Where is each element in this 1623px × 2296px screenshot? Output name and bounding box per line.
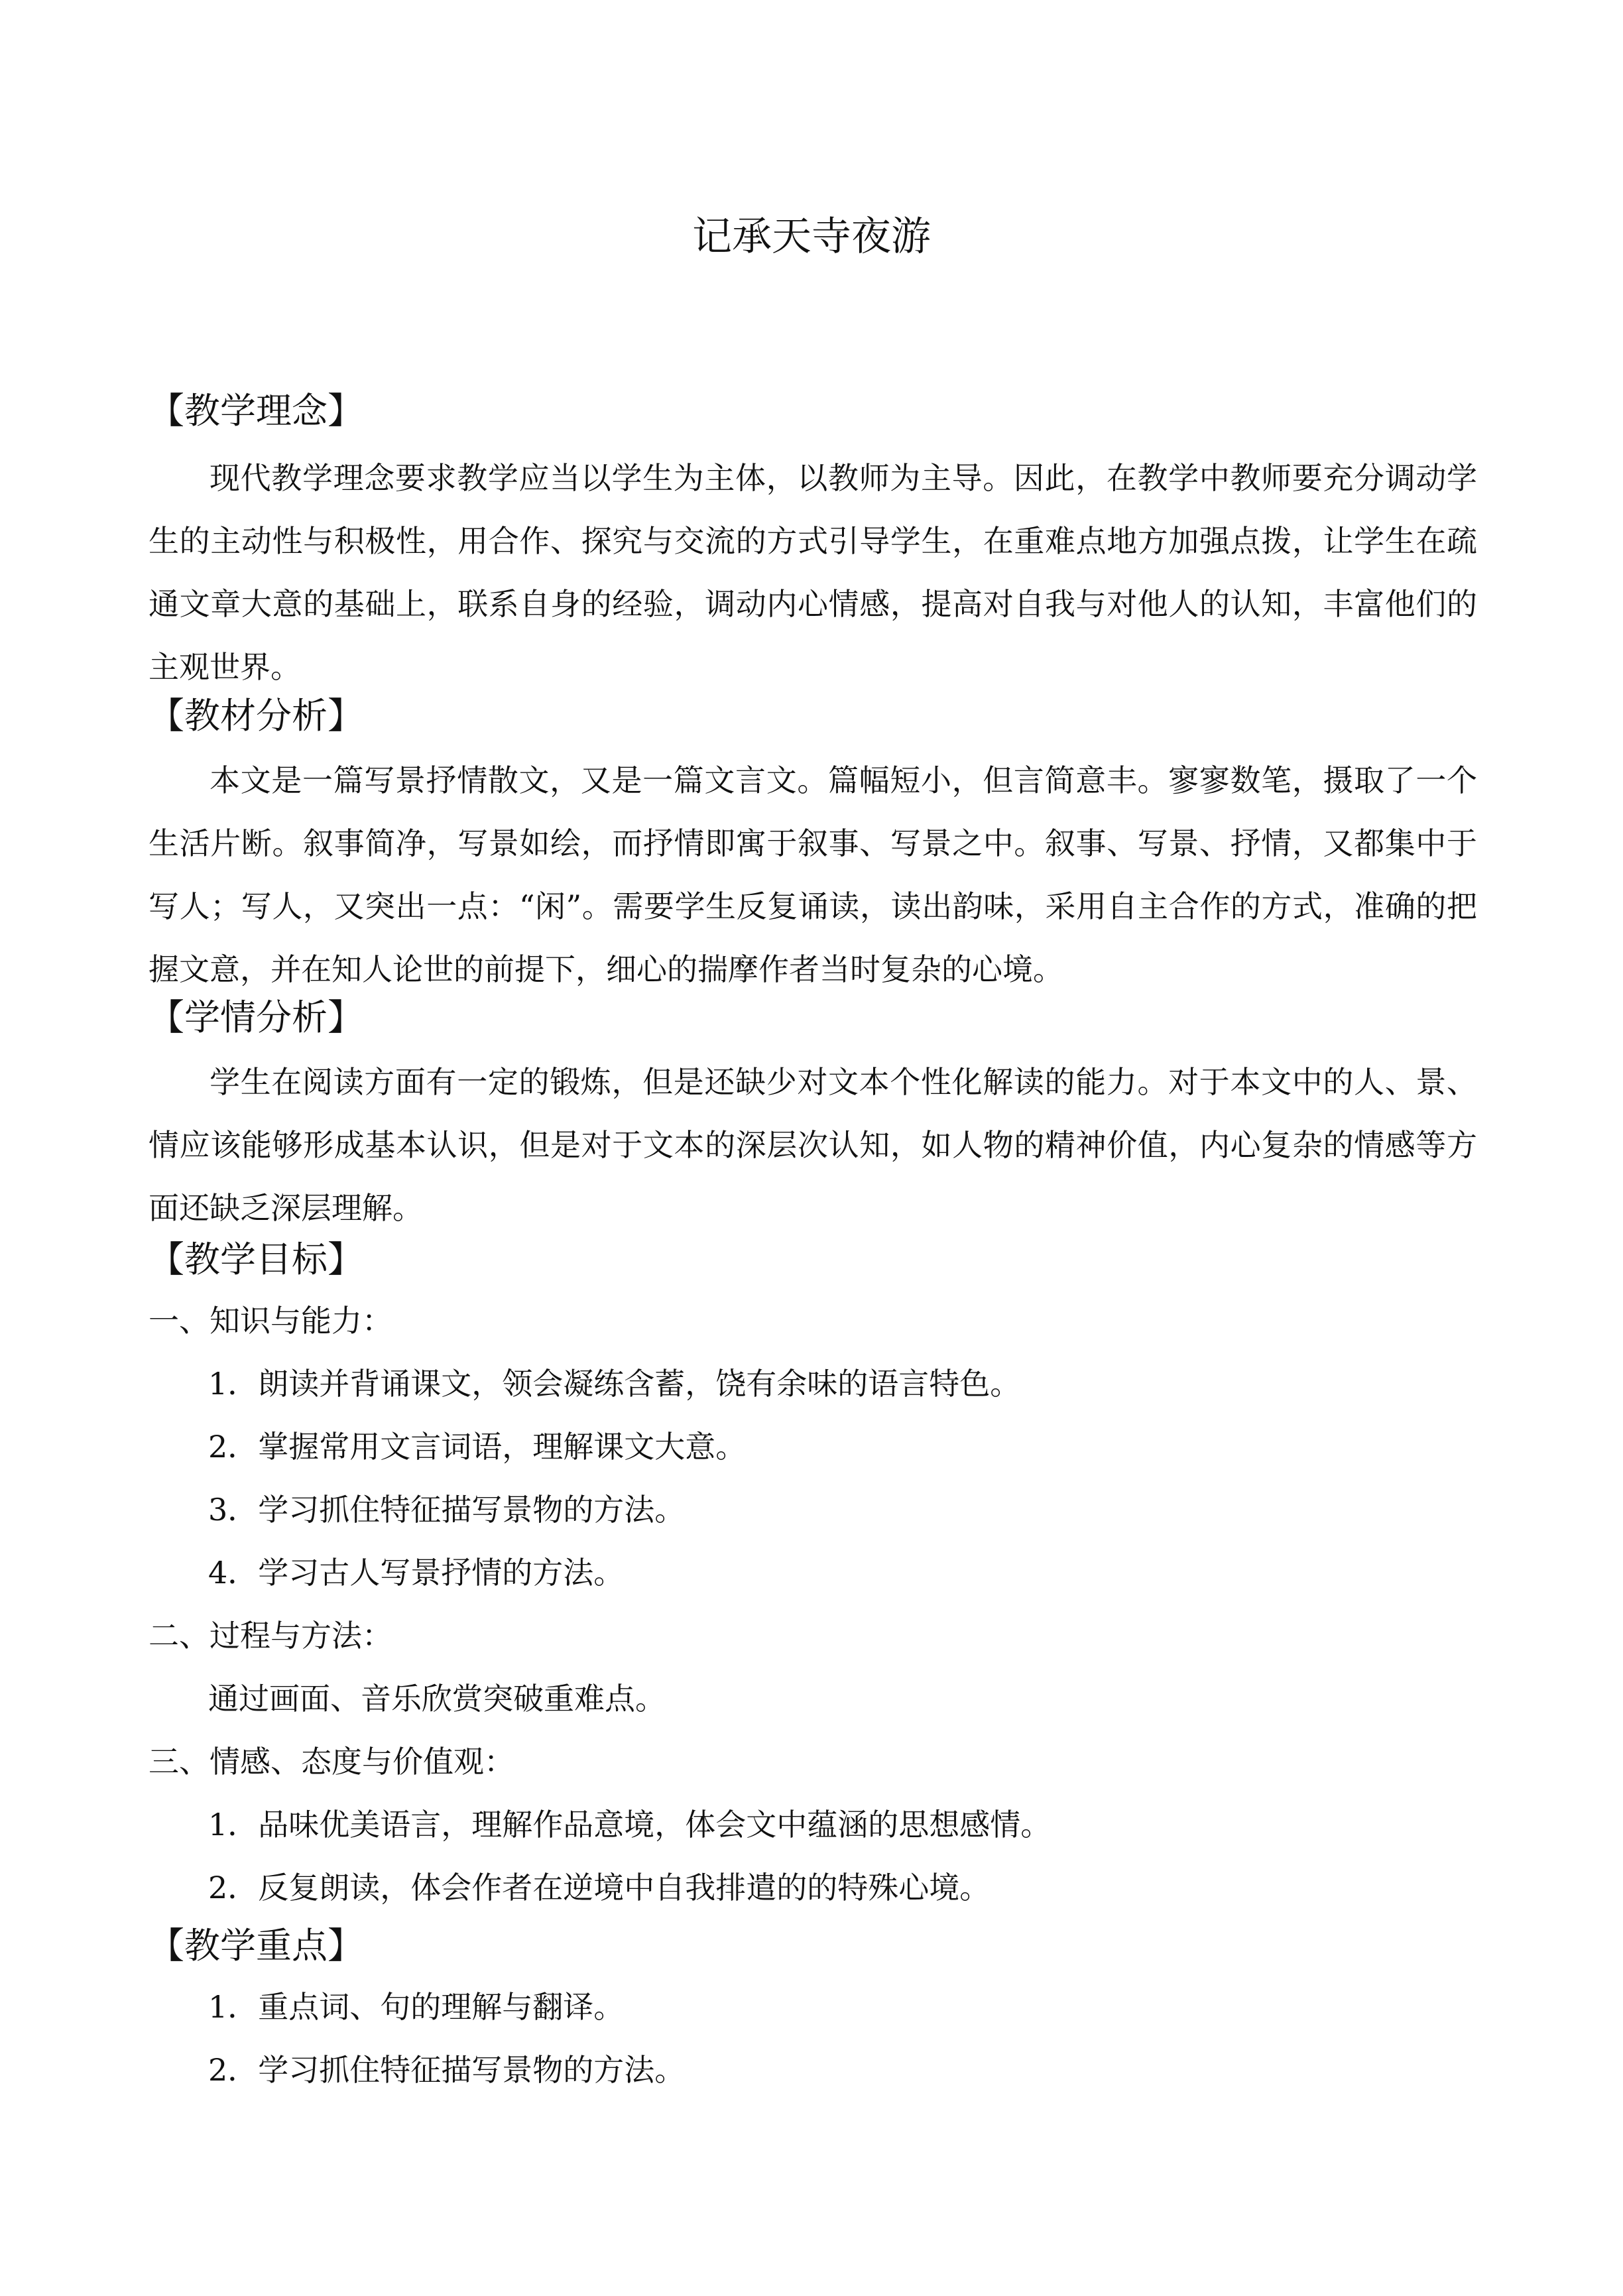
section-heading-student-analysis: 【学情分析】 bbox=[149, 997, 363, 1038]
section-heading-teaching-philosophy: 【教学理念】 bbox=[149, 390, 363, 432]
section-heading-material-analysis: 【教材分析】 bbox=[149, 695, 363, 737]
objective-item: 通过画面、音乐欣赏突破重难点。 bbox=[208, 1681, 666, 1717]
section-heading-teaching-objectives: 【教学目标】 bbox=[149, 1239, 363, 1280]
section-heading-key-points: 【教学重点】 bbox=[149, 1925, 363, 1966]
objective-item: 3．学习抓住特征描写景物的方法。 bbox=[208, 1492, 686, 1528]
key-point-item: 1．重点词、句的理解与翻译。 bbox=[208, 1989, 625, 2025]
section-paragraph-material-analysis: 本文是一篇写景抒情散文，又是一篇文言文。篇幅短小，但言简意丰。寥寥数笔，摄取了一个生活片断。叙事简净，写景如绘，而抒情即寓于叙事、写景之中。叙事、写景、抒情，又都集中于写人；写人，又突出一点：“闲”。需要学生反复诵读，读出韵味，采用自主合作的方式，准确的把握文意，并在知人论世的前提下，细心的揣摩作者当时复杂的心境。 bbox=[149, 762, 1477, 987]
section-paragraph-teaching-philosophy: 现代教学理念要求教学应当以学生为主体，以教师为主导。因此，在教学中教师要充分调动学生的主动性与积极性，用合作、探究与交流的方式引导学生，在重难点地方加强点拨，让学生在疏通文章大意的基础上，联系自身的经验，调动内心情感，提高对自我与对他人的认知，丰富他们的主观世界。 bbox=[149, 460, 1477, 685]
objective-category-emotion: 三、情感、态度与价值观： bbox=[149, 1744, 514, 1780]
document-title: 记承天寺夜游 bbox=[692, 213, 931, 260]
objective-item: 2．掌握常用文言词语，理解课文大意。 bbox=[208, 1429, 747, 1465]
objective-item: 4．学习古人写景抒情的方法。 bbox=[208, 1555, 625, 1591]
key-point-item: 2．学习抓住特征描写景物的方法。 bbox=[208, 2052, 686, 2088]
objective-item: 1．朗读并背诵课文，领会凝练含蓄，饶有余味的语言特色。 bbox=[208, 1366, 1021, 1402]
objective-category-knowledge: 一、知识与能力： bbox=[149, 1303, 392, 1339]
objective-item: 1．品味优美语言，理解作品意境，体会文中蕴涵的思想感情。 bbox=[208, 1807, 1052, 1843]
objective-category-process: 二、过程与方法： bbox=[149, 1618, 392, 1654]
objective-item: 2．反复朗读，体会作者在逆境中自我排遣的的特殊心境。 bbox=[208, 1870, 991, 1905]
section-paragraph-student-analysis: 学生在阅读方面有一定的锻炼，但是还缺少对文本个性化解读的能力。对于本文中的人、景、情应该能够形成基本认识，但是对于文本的深层次认知，如人物的精神价值，内心复杂的情感等方面还缺乏深层理解。 bbox=[149, 1064, 1477, 1226]
